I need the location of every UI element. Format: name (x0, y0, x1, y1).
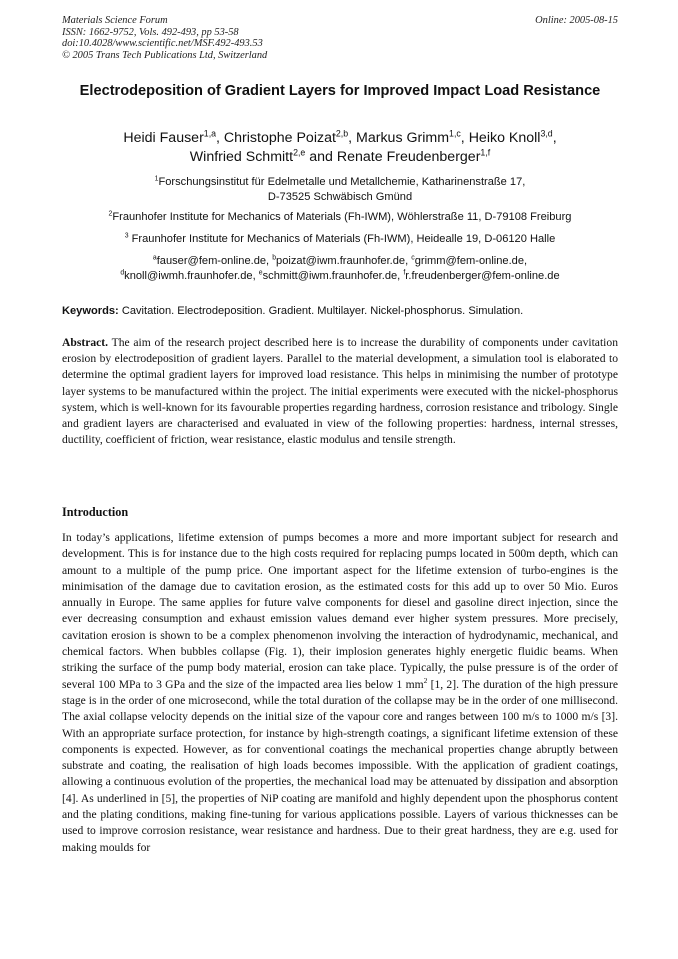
affiliation-number: 1 (154, 175, 159, 183)
affiliation-number: 3 (124, 232, 129, 240)
author-affiliation-marker: 1,f (480, 147, 491, 158)
author-list: Heidi Fauser$^{1,a}$, Christophe Poizat$^{2,b}$, Markus Grimm$^{1,c}$, Heiko Knoll$^{3,d}$, Winfried Schmitt$^{2,e}$ and Renate Freudenberger$^{1,f}$ (123, 128, 557, 165)
author-affiliation-marker: 2,e (293, 147, 306, 158)
author-name: Christophe Poizat (223, 130, 336, 146)
email-link[interactable]: schmitt@iwm.fraunhofer.de, (262, 269, 401, 282)
email-link[interactable]: grimm@fem-online.de, (414, 255, 528, 267)
affiliation-3 (62, 232, 618, 247)
superscript: 2 (423, 675, 428, 685)
author-name: Heidi Fauser (123, 130, 204, 146)
email-marker: c (411, 254, 415, 262)
affiliation-2 (62, 210, 618, 225)
email-marker: b (272, 254, 277, 262)
journal-header (62, 15, 618, 61)
author-name: Markus Grimm (356, 130, 450, 146)
author-conjunction: and (309, 149, 333, 165)
email-link[interactable]: knoll@iwmh.fraunhofer.de, (124, 269, 256, 282)
abstract-text: The aim of the research project described here is to increase the durability of components under cavitation erosion by electrodeposition of gradient layers. Parallel to the material development, a simulation tool is elaborated to determine the optimal gradient layers for improved load resistance. This helps in minimising the number of prototype layer systems to be manufactured within the project. The initial experiments were executed with the nickel-phosphorus system, which is well-known for its favourable properties regarding hardness, corrosion resistance and tribology. Single and gradient layers are characterised and evaluated in view of the following properties: hardness, internal stresses, ductility, coefficient of friction, wear resistance, elastic modulus and tensile strength. (62, 336, 618, 447)
author-affiliation-marker: 3,d (540, 128, 553, 139)
author-affiliation-marker: 1,c (449, 128, 461, 139)
email-marker: d (120, 268, 125, 276)
author-name: Renate Freudenberger (336, 149, 481, 165)
email-marker: f (403, 268, 406, 276)
keywords-label: Keywords: (62, 305, 119, 317)
author-name: Winfried Schmitt (189, 149, 294, 165)
issn-line: ISSN: 1662-9752, Vols. 492-493, pp 53-58 (62, 26, 239, 38)
keywords-text: Cavitation. Electrodeposition. Gradient. Multilayer. Nickel-phosphorus. Simulation. (121, 305, 524, 317)
abstract-label: Abstract. (62, 336, 109, 349)
affiliation-text: Fraunhofer Institute for Mechanics of Materials (Fh-IWM), Wöhlerstraße 11, D-79108 Freiburg (112, 211, 572, 223)
affiliation-text: Fraunhofer Institute for Mechanics of Materials (Fh-IWM), Heidealle 19, D-06120 Halle (131, 233, 556, 245)
author-affiliation-marker: 2,b (335, 128, 349, 139)
body-text: [1, 2]. The duration of the high pressure stage is in the order of one microsecond, while the total duration of the collapse may be in the order of one millisecond. The axial collapse velocity depends on the initial size of the vapour core and ranges between 100 m/s to 1000 m/s [3]. With an appropriate surface protection, for instance by high-strength coatings, a significant lifetime extension of these components is expected. However, as for conventional coatings the mechanical properties change abruptly between substrate and coating, the realisation of high loads becomes impossible. With the application of gradient coatings, allowing a continuous evolution of the properties, the mechanical load may be attenuated by dissipation and absorption [4]. As underlined in [5], the properties of NiP coating are manifold and highly dependent upon the phosphorus content and the plating conditions, making fine-tuning for various applications possible. Layers of various thicknesses can be used to improve corrosion resistance, wear resistance and hardness. Due to their great hardness, they are e.g. used for making moulds for (62, 677, 618, 854)
introduction-paragraph (62, 530, 618, 856)
author-affiliation-marker: 1,a (203, 128, 217, 139)
affiliation-1 (62, 175, 618, 204)
email-list (62, 254, 618, 283)
online-date: Online: 2005-08-15 (535, 15, 618, 26)
affiliation-number: 2 (108, 210, 113, 218)
email-marker: a (152, 254, 157, 262)
keywords (62, 304, 618, 318)
author-name: Heiko Knoll (468, 130, 541, 146)
email-link[interactable]: r.freudenberger@fem-online.de (405, 269, 560, 282)
email-marker: e (258, 268, 263, 276)
affiliation-text: D-73525 Schwäbisch Gmünd (267, 190, 413, 203)
body-text: In today’s applications, lifetime extension of pumps becomes a more and more important subject for research and development. This is for instance due to the high costs required for replacing pumps located in 500m depth, which can amount to a multiple of the pump price. One important aspect for the lifetime extension of turbo-engines is the minimisation of the damage due to cavitation erosion, as the estimated costs for this add up to over 50 Mio. Euros annually in Europe. The same applies for future valve components for diesel and gasoline direct injection, since the ever decreasing consumption and exhaust emission values demand ever higher system pressures. More precisely, cavitation erosion is shown to be a complex phenomenon involving the interaction of hydrodynamic, mechanical, and chemical factors. When bubbles collapse (Fig. 1), their implosion generates highly energetic fluidic beams. When striking the surface of the pump body material, erosion can take place. Typically, the pulse pressure is of the order of several 100 MPa to 3 GPa and the size of the impacted area lies below 1 mm (62, 531, 618, 691)
abstract (62, 335, 618, 448)
section-heading-introduction: Introduction (62, 505, 129, 519)
email-link[interactable]: fauser@fem-online.de, (156, 255, 270, 267)
copyright-line: © 2005 Trans Tech Publications Ltd, Switzerland (62, 49, 268, 61)
doi-line: doi:10.4028/www.scientific.net/MSF.492-493.53 (62, 38, 263, 50)
paper-title: Electrodeposition of Gradient Layers for Improved Impact Load Resistance (79, 83, 601, 99)
affiliation-text: Forschungsinstitut für Edelmetalle und Metallchemie, Katharinenstraße 17, (158, 176, 526, 188)
journal-name: Materials Science Forum (62, 15, 168, 26)
email-link[interactable]: poizat@iwm.fraunhofer.de, (276, 255, 409, 267)
